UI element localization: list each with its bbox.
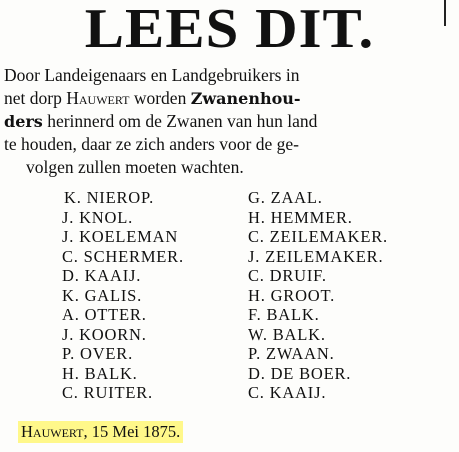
paragraph-text: net dorp	[4, 88, 67, 108]
dateline-date: , 15 Mei 1875.	[83, 422, 181, 441]
signatory-name: H. HEMMER.	[248, 207, 353, 227]
signatory-name: D. DE BOER.	[248, 363, 352, 383]
signatory-name: J. KOORN.	[62, 324, 147, 344]
signatories-right-column	[248, 188, 388, 403]
signatory-name: C. DRUIF.	[248, 266, 327, 285]
signatories	[0, 188, 459, 418]
signatory-name: K. NIEROP.	[64, 188, 155, 207]
signatory-name: H. BALK.	[62, 363, 138, 383]
signatory-name: C. SCHERMER.	[62, 246, 184, 266]
dateline-place: Hauwert	[21, 422, 84, 441]
signatory-name: K. GALIS.	[62, 285, 143, 305]
village-name: Hauwert	[66, 88, 130, 108]
paragraph-text: worden	[129, 88, 191, 108]
paragraph-text: herinnerd om de Zwanen van hun land	[42, 111, 318, 131]
swan-keepers-term: ders	[4, 112, 43, 131]
signatory-name: H. GROOT.	[248, 285, 336, 305]
paragraph-line-1: Door Landeigenaars en Landgebruikers in	[4, 65, 300, 85]
signatory-name: P. ZWAAN.	[248, 344, 335, 363]
dateline	[18, 421, 183, 443]
signatories-left-column	[62, 188, 184, 403]
swan-keepers-term: Zwanenhou-	[190, 89, 301, 108]
paragraph-line-5: volgen zullen moeten wachten.	[26, 157, 244, 177]
signatory-name: C. RUITER.	[62, 383, 153, 402]
signatory-name: F. BALK.	[248, 305, 320, 324]
paragraph-line-2	[4, 87, 454, 110]
signatory-name: W. BALK.	[248, 324, 326, 344]
signatory-name: J. KOELEMAN	[62, 227, 179, 246]
signatory-name: J. KNOL.	[62, 207, 134, 227]
signatory-name: C. ZEILEMAKER.	[248, 227, 388, 246]
signatory-name: C. KAAIJ.	[248, 383, 327, 402]
signatory-name: J. ZEILEMAKER.	[248, 246, 384, 266]
signatory-name: P. OVER.	[62, 344, 134, 363]
signatory-name: D. KAAIJ.	[62, 266, 142, 285]
signatory-name: A. OTTER.	[62, 305, 147, 324]
announcement-paragraph	[4, 64, 454, 179]
signatory-name: G. ZAAL.	[248, 188, 323, 207]
paragraph-line-4: te houden, daar ze zich anders voor de ge-	[4, 134, 299, 154]
heading: LEES DIT.	[84, 0, 375, 60]
paragraph-line-3	[4, 110, 454, 133]
